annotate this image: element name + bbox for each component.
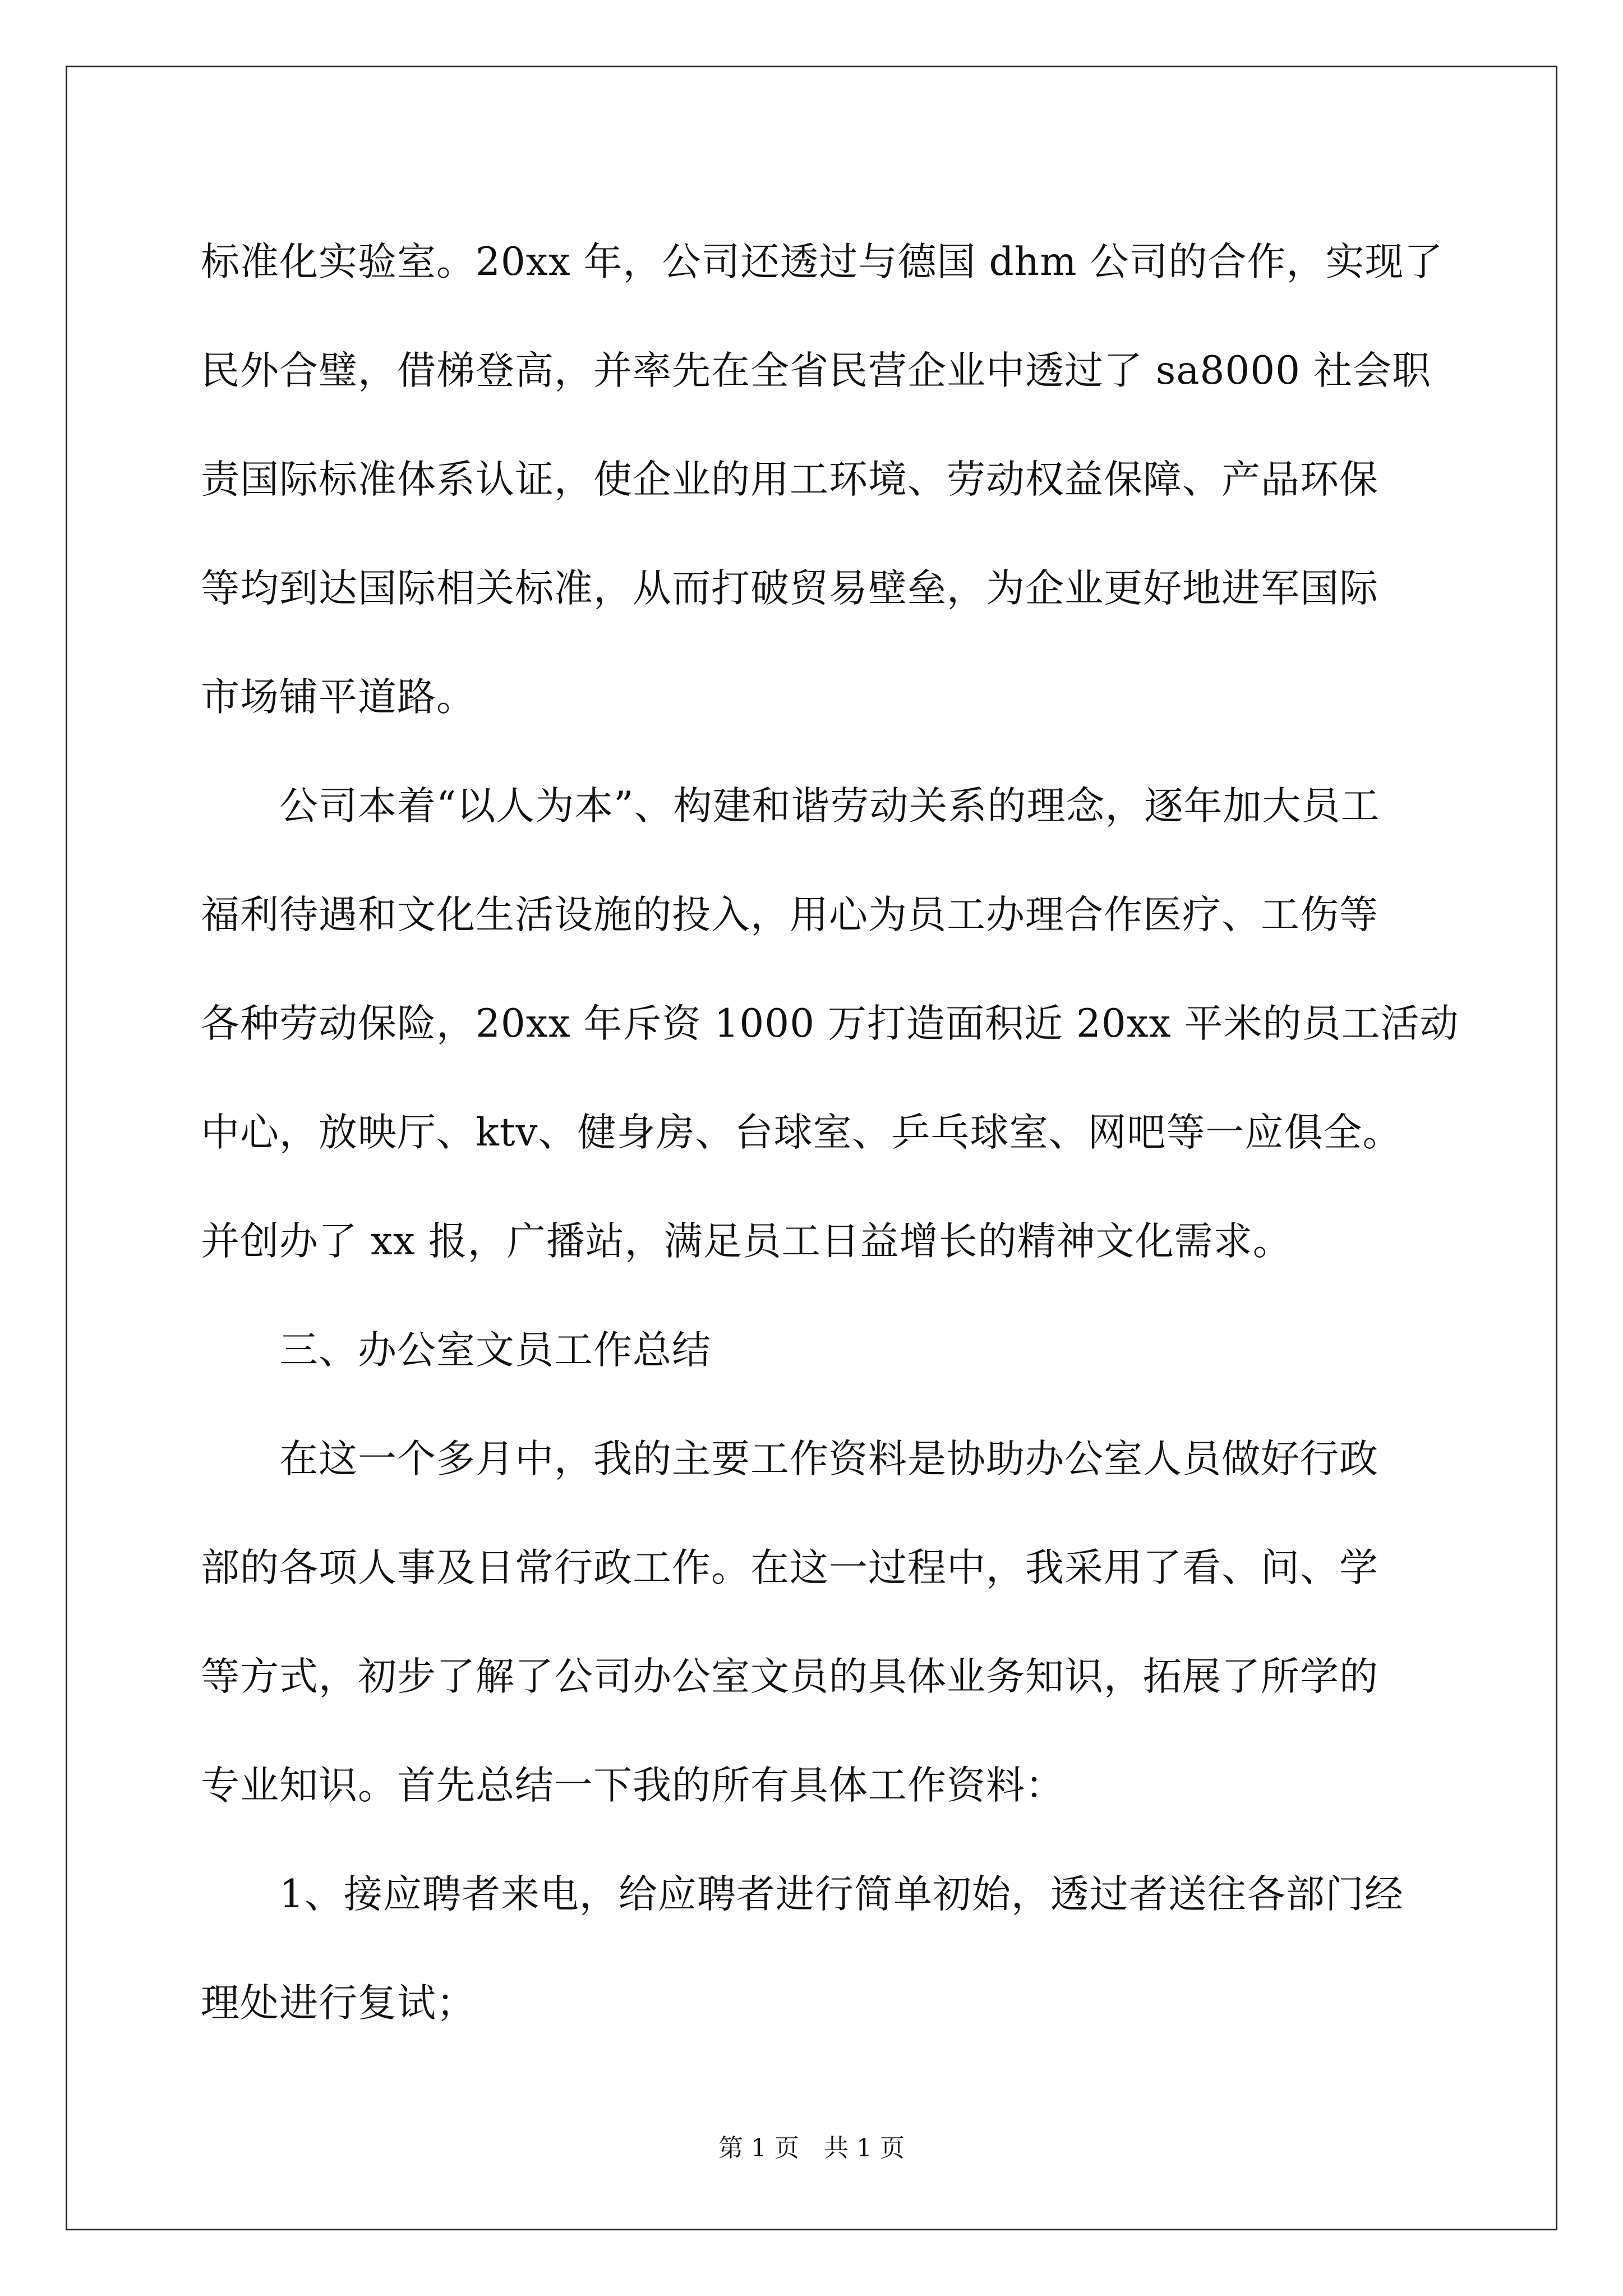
text-line: 市场铺平道路。: [201, 675, 476, 720]
text-line: 1、接应聘者来电，给应聘者进行简单初始，透过者送往各部门经: [201, 1872, 1404, 1917]
document-body: [201, 208, 1463, 2058]
text-line: 等方式，初步了解了公司办公室文员的具体业务知识，拓展了所学的: [201, 1654, 1378, 1699]
text-line: 民外合璧，借梯登高，并率先在全省民营企业中透过了 sa8000 社会职: [201, 348, 1432, 393]
section-heading: 三、办公室文员工作总结: [201, 1328, 711, 1373]
text-line: 责国际标准体系认证，使企业的用工环境、劳动权益保障、产品环保: [201, 457, 1378, 502]
text-line: 等均到达国际相关标准，从而打破贸易壁垒，为企业更好地进军国际: [201, 566, 1378, 611]
text-line: 福利待遇和文化生活设施的投入，用心为员工办理合作医疗、工伤等: [201, 892, 1378, 937]
text-line: 标准化实验室。20xx 年，公司还透过与德国 dhm 公司的合作，实现了: [201, 240, 1444, 284]
text-line: 理处进行复试；: [201, 1981, 476, 2026]
text-line: 在这一个多月中，我的主要工作资料是协助办公室人员做好行政: [201, 1437, 1378, 1481]
text-line: 专业知识。首先总结一下我的所有具体工作资料：: [201, 1763, 1064, 1808]
page-footer: 第 1 页 共 1 页: [718, 2134, 905, 2162]
text-line: 各种劳动保险，20xx 年斥资 1000 万打造面积近 20xx 平米的员工活动: [201, 1001, 1459, 1046]
text-line: 并创办了 xx 报，广播站，满足员工日益增长的精神文化需求。: [201, 1219, 1292, 1264]
text-line: 公司本着“以人为本”、构建和谐劳动关系的理念，逐年加大员工: [201, 784, 1380, 829]
text-line: 部的各项人事及日常行政工作。在这一过程中，我采用了看、问、学: [201, 1545, 1378, 1590]
text-line: 中心，放映厅、ktv、健身房、台球室、乒乓球室、网吧等一应俱全。: [201, 1110, 1402, 1155]
